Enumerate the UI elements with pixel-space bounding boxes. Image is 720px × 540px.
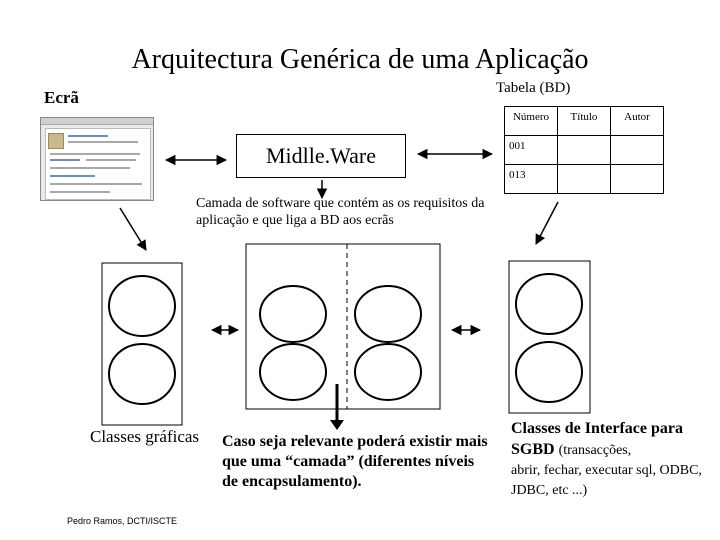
- ellipse-layer-a: [260, 286, 326, 342]
- arrow-screen-to-classes: [120, 208, 146, 250]
- interface-paren: (transacções,: [558, 443, 632, 458]
- label-graphic-classes: Classes gráficas: [90, 427, 200, 446]
- panel-middleware-layers: [246, 244, 440, 409]
- label-table: Tabela (BD): [496, 80, 571, 96]
- ellipse-layer-d: [355, 344, 421, 400]
- middleware-caption: Camada de software que contém as os requisitos da aplicação e que liga a BD aos ecrãs: [196, 196, 485, 228]
- layers-caption: Caso seja relevante poderá existir mais que uma “camada” (diferentes níveis de encapsulamento).: [222, 433, 488, 490]
- interface-title: Classes de Interface para SGBD: [511, 420, 683, 458]
- ellipse-interface-bottom: [516, 342, 582, 402]
- panel-interface-classes: [509, 261, 590, 413]
- table-cell: 001: [505, 136, 558, 165]
- arrow-table-to-interface: [536, 202, 558, 244]
- table-header: Autor: [611, 107, 664, 136]
- table-header: Título: [558, 107, 611, 136]
- table-cell: 013: [505, 165, 558, 194]
- author-footer: Pedro Ramos, DCTI/ISCTE: [67, 516, 178, 526]
- table-header: Número: [505, 107, 558, 136]
- label-interface-classes: [511, 418, 711, 501]
- ellipse-graphic-top: [109, 276, 175, 336]
- interface-details: abrir, fechar, executar sql, ODBC, JDBC, etc ...): [511, 463, 702, 498]
- ellipse-graphic-bottom: [109, 344, 175, 404]
- ellipse-interface-top: [516, 274, 582, 334]
- ellipse-layer-b: [355, 286, 421, 342]
- slide-title: Arquitectura Genérica de uma Aplicação: [131, 44, 589, 75]
- label-screen: Ecrã: [44, 88, 79, 107]
- middleware-label: Midlle.Ware: [265, 143, 377, 168]
- arrow-layers-down-head: [330, 420, 344, 430]
- ellipse-layer-c: [260, 344, 326, 400]
